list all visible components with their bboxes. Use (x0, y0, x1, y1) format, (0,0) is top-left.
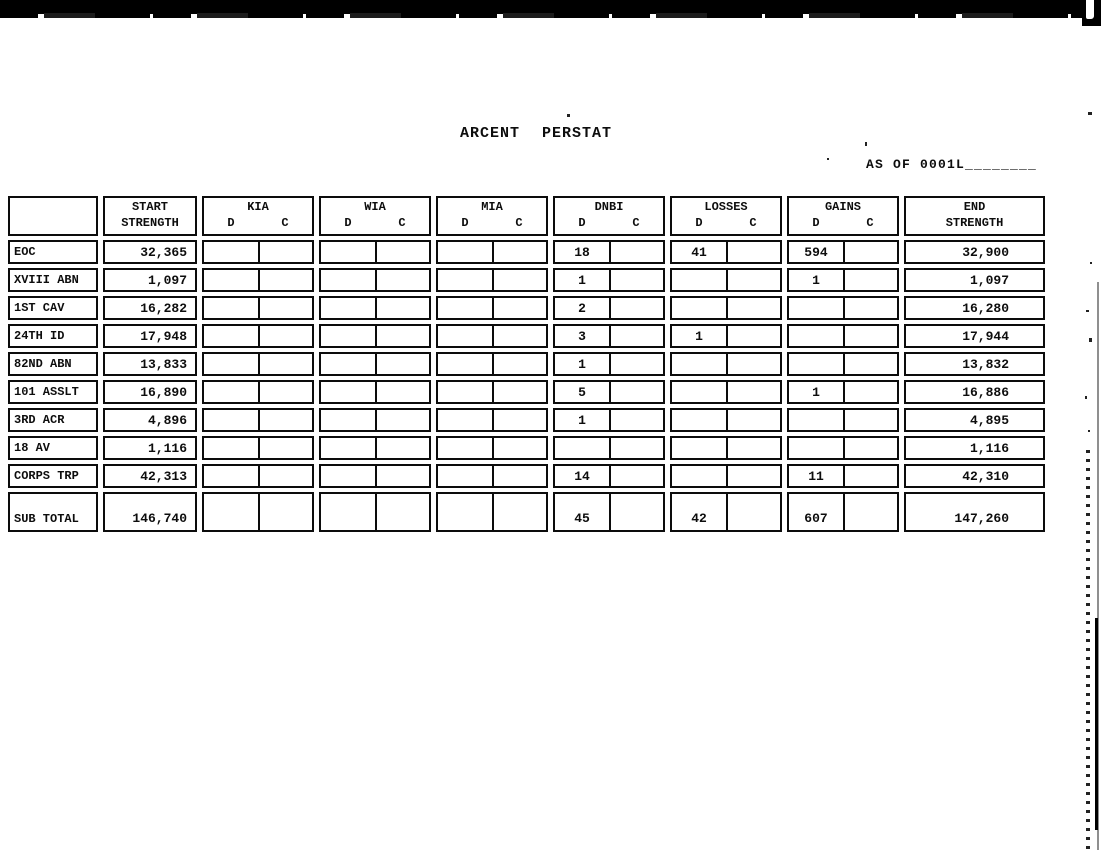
losses-d-cell (672, 382, 726, 402)
header-wia-label: WIA (364, 200, 386, 215)
scan-top-bar-edge (0, 13, 1101, 18)
wia-d-cell (321, 326, 375, 346)
gains-d-cell: 1 (812, 272, 820, 288)
kia-cell (202, 352, 314, 376)
wia-cell (319, 408, 431, 432)
wia-d-cell (321, 382, 375, 402)
mia-d-cell (438, 438, 492, 458)
losses-c-cell (726, 242, 780, 262)
dnbi-d-cell: 5 (578, 384, 586, 400)
wia-cell (319, 352, 431, 376)
dnbi-c-cell (609, 466, 663, 486)
gains-d-cell: 1 (812, 384, 820, 400)
row-label-cell: 18 AV (8, 436, 98, 460)
wia-d-cell (321, 466, 375, 486)
dnbi-d-cell: 1 (578, 272, 586, 288)
wia-d-cell (321, 494, 375, 530)
losses-cell (670, 380, 782, 404)
kia-cell (202, 408, 314, 432)
kia-d-cell (204, 242, 258, 262)
as-of-label: AS OF 0001L (866, 157, 966, 172)
dnbi-c-cell (609, 354, 663, 374)
losses-c-cell (726, 466, 780, 486)
scan-edge-dashes (1086, 450, 1090, 850)
losses-cell (670, 408, 782, 432)
mia-d-cell (438, 270, 492, 290)
mia-cell (436, 352, 548, 376)
table-row (8, 324, 1045, 348)
end-strength-cell: 16,886 (904, 380, 1045, 404)
header-mia-d: D (461, 216, 469, 230)
dnbi-cell (553, 268, 665, 292)
header-mia (436, 196, 548, 236)
gains-c-cell (843, 494, 897, 530)
mia-cell (436, 408, 548, 432)
end-strength-cell: 32,900 (904, 240, 1045, 264)
header-wia-c: C (398, 216, 406, 230)
mia-cell (436, 324, 548, 348)
wia-c-cell (375, 242, 429, 262)
losses-cell (670, 464, 782, 488)
wia-c-cell (375, 466, 429, 486)
document-title: ARCENT PERSTAT (460, 125, 613, 142)
start-strength-cell: 16,890 (103, 380, 197, 404)
end-strength-cell: 16,280 (904, 296, 1045, 320)
start-strength-cell: 1,097 (103, 268, 197, 292)
losses-d-cell: 41 (691, 244, 707, 260)
as-of-line (866, 157, 1037, 172)
kia-c-cell (258, 354, 312, 374)
header-gains-d: D (812, 216, 820, 230)
header-dnbi-d: D (578, 216, 586, 230)
wia-cell (319, 436, 431, 460)
mia-d-cell (438, 326, 492, 346)
losses-d-cell (672, 410, 726, 430)
gains-cell (787, 464, 899, 488)
losses-cell (670, 352, 782, 376)
table-row (8, 380, 1045, 404)
gains-c-cell (843, 410, 897, 430)
wia-c-cell (375, 326, 429, 346)
gains-cell (787, 380, 899, 404)
gains-cell (787, 296, 899, 320)
scan-speck (865, 142, 867, 146)
dnbi-cell (553, 464, 665, 488)
wia-d-cell (321, 298, 375, 318)
header-kia-c: C (281, 216, 289, 230)
start-strength-cell: 16,282 (103, 296, 197, 320)
gains-c-cell (843, 242, 897, 262)
header-start-line2: STRENGTH (121, 216, 179, 230)
dnbi-d-cell: 2 (578, 300, 586, 316)
kia-c-cell (258, 466, 312, 486)
dnbi-cell (553, 436, 665, 460)
kia-d-cell (204, 466, 258, 486)
gains-c-cell (843, 326, 897, 346)
header-losses-d: D (695, 216, 703, 230)
mia-c-cell (492, 438, 546, 458)
scan-speck (1089, 338, 1092, 342)
end-strength-cell: 42,310 (904, 464, 1045, 488)
row-label-cell: 101 ASSLT (8, 380, 98, 404)
losses-c-cell (726, 438, 780, 458)
gains-d-cell: 594 (804, 244, 828, 260)
wia-d-cell (321, 410, 375, 430)
row-label-cell: 82ND ABN (8, 352, 98, 376)
gains-cell (787, 408, 899, 432)
mia-cell (436, 464, 548, 488)
kia-cell (202, 268, 314, 292)
kia-c-cell (258, 242, 312, 262)
start-strength-cell: 1,116 (103, 436, 197, 460)
table-row (8, 352, 1045, 376)
header-losses-c: C (749, 216, 757, 230)
header-corner-cell (8, 196, 98, 236)
scan-speck (1090, 262, 1092, 264)
kia-d-cell (204, 298, 258, 318)
kia-c-cell (258, 270, 312, 290)
dnbi-d-cell: 18 (574, 244, 590, 260)
scan-speck (827, 158, 829, 160)
wia-c-cell (375, 438, 429, 458)
perstat-table (8, 196, 1045, 532)
dnbi-c-cell (609, 438, 663, 458)
kia-c-cell (258, 298, 312, 318)
kia-d-cell (204, 410, 258, 430)
kia-cell (202, 296, 314, 320)
losses-c-cell (726, 270, 780, 290)
dnbi-cell (553, 380, 665, 404)
mia-cell (436, 268, 548, 292)
gains-d-cell (789, 410, 843, 430)
kia-cell (202, 492, 314, 532)
dnbi-c-cell (609, 494, 663, 530)
scan-speck (1088, 430, 1090, 432)
losses-c-cell (726, 326, 780, 346)
dnbi-c-cell (609, 382, 663, 402)
losses-cell (670, 324, 782, 348)
kia-d-cell (204, 270, 258, 290)
wia-c-cell (375, 494, 429, 530)
mia-d-cell (438, 466, 492, 486)
wia-c-cell (375, 382, 429, 402)
gains-c-cell (843, 270, 897, 290)
table-body (8, 240, 1045, 532)
losses-cell (670, 268, 782, 292)
gains-cell (787, 240, 899, 264)
gains-c-cell (843, 438, 897, 458)
kia-cell (202, 436, 314, 460)
gains-cell (787, 352, 899, 376)
scan-speck (1088, 112, 1092, 115)
losses-c-cell (726, 298, 780, 318)
kia-c-cell (258, 494, 312, 530)
gains-d-cell: 11 (808, 468, 824, 484)
mia-c-cell (492, 354, 546, 374)
losses-c-cell (726, 382, 780, 402)
mia-d-cell (438, 494, 492, 530)
dnbi-d-cell: 14 (574, 468, 590, 484)
kia-d-cell (204, 438, 258, 458)
scan-speck (567, 114, 570, 117)
mia-c-cell (492, 270, 546, 290)
scan-speck (1085, 396, 1087, 399)
start-strength-cell: 4,896 (103, 408, 197, 432)
kia-c-cell (258, 382, 312, 402)
mia-c-cell (492, 494, 546, 530)
losses-d-cell: 42 (691, 511, 707, 526)
gains-c-cell (843, 298, 897, 318)
wia-cell (319, 492, 431, 532)
wia-c-cell (375, 354, 429, 374)
kia-cell (202, 464, 314, 488)
table-row (8, 240, 1045, 264)
table-row (8, 492, 1045, 532)
wia-cell (319, 380, 431, 404)
losses-cell (670, 492, 782, 532)
header-end-line1: END (963, 200, 986, 215)
table-row (8, 268, 1045, 292)
wia-c-cell (375, 298, 429, 318)
mia-d-cell (438, 298, 492, 318)
dnbi-cell (553, 408, 665, 432)
mia-cell (436, 436, 548, 460)
wia-cell (319, 240, 431, 264)
start-strength-cell: 32,365 (103, 240, 197, 264)
mia-cell (436, 380, 548, 404)
row-label-cell: SUB TOTAL (8, 492, 98, 532)
start-strength-cell: 42,313 (103, 464, 197, 488)
header-start-line1: START (131, 200, 168, 215)
start-strength-cell: 17,948 (103, 324, 197, 348)
start-strength-cell: 146,740 (103, 492, 197, 532)
wia-d-cell (321, 270, 375, 290)
header-start-strength (103, 196, 197, 236)
wia-d-cell (321, 438, 375, 458)
wia-cell (319, 296, 431, 320)
mia-c-cell (492, 410, 546, 430)
losses-d-cell (672, 438, 726, 458)
row-label-cell: 3RD ACR (8, 408, 98, 432)
mia-d-cell (438, 382, 492, 402)
dnbi-cell (553, 240, 665, 264)
losses-cell (670, 240, 782, 264)
gains-cell (787, 492, 899, 532)
row-label-cell: CORPS TRP (8, 464, 98, 488)
header-losses-label: LOSSES (704, 200, 748, 215)
mia-d-cell (438, 242, 492, 262)
kia-d-cell (204, 326, 258, 346)
wia-c-cell (375, 410, 429, 430)
scan-edge-line-dark (1095, 618, 1098, 830)
table-row (8, 464, 1045, 488)
dnbi-cell (553, 492, 665, 532)
scan-corner-notch (1086, 0, 1094, 19)
dnbi-c-cell (609, 298, 663, 318)
start-strength-cell: 13,833 (103, 352, 197, 376)
scan-top-bar (0, 0, 1101, 14)
header-kia-d: D (227, 216, 235, 230)
gains-cell (787, 268, 899, 292)
losses-cell (670, 436, 782, 460)
header-dnbi (553, 196, 665, 236)
end-strength-cell: 147,260 (904, 492, 1045, 532)
gains-d-cell: 607 (804, 511, 828, 526)
gains-d-cell (789, 326, 843, 346)
row-label-cell: EOC (8, 240, 98, 264)
wia-d-cell (321, 354, 375, 374)
mia-c-cell (492, 382, 546, 402)
kia-cell (202, 324, 314, 348)
kia-c-cell (258, 410, 312, 430)
kia-c-cell (258, 326, 312, 346)
mia-d-cell (438, 354, 492, 374)
dnbi-cell (553, 296, 665, 320)
header-kia (202, 196, 314, 236)
gains-c-cell (843, 466, 897, 486)
mia-cell (436, 492, 548, 532)
gains-d-cell (789, 354, 843, 374)
losses-d-cell: 1 (695, 328, 703, 344)
losses-d-cell (672, 354, 726, 374)
mia-c-cell (492, 326, 546, 346)
header-gains (787, 196, 899, 236)
dnbi-c-cell (609, 410, 663, 430)
mia-c-cell (492, 466, 546, 486)
wia-cell (319, 464, 431, 488)
dnbi-d-cell: 1 (578, 412, 586, 428)
table-row (8, 436, 1045, 460)
mia-cell (436, 296, 548, 320)
losses-d-cell (672, 466, 726, 486)
table-header-row (8, 196, 1045, 236)
gains-d-cell (789, 438, 843, 458)
losses-c-cell (726, 494, 780, 530)
losses-c-cell (726, 410, 780, 430)
kia-cell (202, 240, 314, 264)
header-gains-c: C (866, 216, 874, 230)
header-dnbi-c: C (632, 216, 640, 230)
gains-d-cell (789, 298, 843, 318)
row-label-cell: 24TH ID (8, 324, 98, 348)
dnbi-d-cell: 45 (574, 511, 590, 526)
gains-c-cell (843, 382, 897, 402)
header-mia-label: MIA (481, 200, 503, 215)
wia-cell (319, 268, 431, 292)
row-label-cell: XVIII ABN (8, 268, 98, 292)
dnbi-cell (553, 324, 665, 348)
header-end-line2: STRENGTH (945, 216, 1004, 230)
table-row (8, 408, 1045, 432)
losses-c-cell (726, 354, 780, 374)
dnbi-c-cell (609, 242, 663, 262)
dnbi-cell (553, 352, 665, 376)
header-mia-c: C (515, 216, 523, 230)
mia-cell (436, 240, 548, 264)
end-strength-cell: 13,832 (904, 352, 1045, 376)
kia-c-cell (258, 438, 312, 458)
end-strength-cell: 1,097 (904, 268, 1045, 292)
header-end-strength (904, 196, 1045, 236)
dnbi-d-cell (555, 438, 609, 458)
header-wia (319, 196, 431, 236)
header-kia-label: KIA (247, 200, 269, 215)
scan-speck (1086, 310, 1089, 312)
mia-d-cell (438, 410, 492, 430)
gains-c-cell (843, 354, 897, 374)
kia-cell (202, 380, 314, 404)
header-dnbi-label: DNBI (594, 200, 624, 215)
end-strength-cell: 1,116 (904, 436, 1045, 460)
wia-d-cell (321, 242, 375, 262)
row-label-cell: 1ST CAV (8, 296, 98, 320)
wia-cell (319, 324, 431, 348)
header-wia-d: D (344, 216, 352, 230)
mia-c-cell (492, 298, 546, 318)
header-losses (670, 196, 782, 236)
as-of-blank-line: ________ (965, 157, 1038, 172)
end-strength-cell: 4,895 (904, 408, 1045, 432)
gains-cell (787, 436, 899, 460)
dnbi-d-cell: 1 (578, 356, 586, 372)
dnbi-d-cell: 3 (578, 328, 586, 344)
end-strength-cell: 17,944 (904, 324, 1045, 348)
losses-d-cell (672, 298, 726, 318)
kia-d-cell (204, 354, 258, 374)
kia-d-cell (204, 494, 258, 530)
kia-d-cell (204, 382, 258, 402)
losses-cell (670, 296, 782, 320)
mia-c-cell (492, 242, 546, 262)
gains-cell (787, 324, 899, 348)
table-row (8, 296, 1045, 320)
header-gains-label: GAINS (824, 200, 861, 215)
losses-d-cell (672, 270, 726, 290)
wia-c-cell (375, 270, 429, 290)
dnbi-c-cell (609, 326, 663, 346)
dnbi-c-cell (609, 270, 663, 290)
